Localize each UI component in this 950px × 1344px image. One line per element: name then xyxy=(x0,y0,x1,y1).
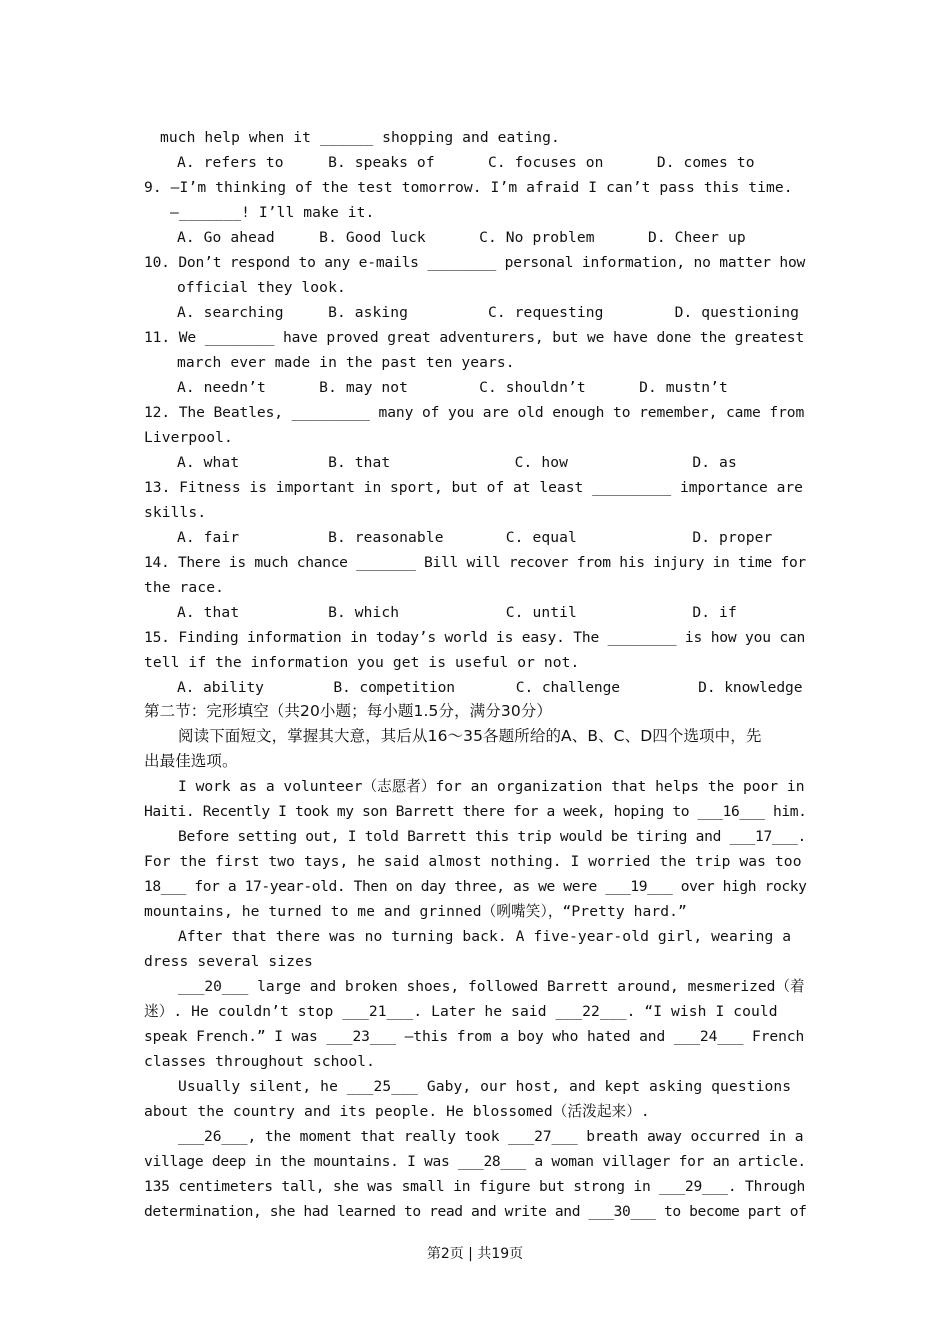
q11-options: A. needn’t B. may not C. shouldn’t D. mustn’t xyxy=(177,379,728,396)
passage-line: 18___ for a 17-year-old. Then on day three, as we were ___19___ over high rocky xyxy=(144,878,807,895)
passage-line: mountains, he turned to me and grinned（咧嘴笑），“Pretty hard.” xyxy=(144,903,687,920)
passage-line: Usually silent, he ___25___ Gaby, our host, and kept asking questions xyxy=(178,1078,792,1095)
passage-line: classes throughout school. xyxy=(144,1053,376,1070)
passage-line: determination, she had learned to read and write and ___30___ to become part of xyxy=(144,1203,807,1220)
q11-stem: 11. We ________ have proved great adventurers, but we have done the greatest xyxy=(144,329,805,346)
q13-options: A. fair B. reasonable C. equal D. proper xyxy=(177,529,773,546)
passage-line: about the country and its people. He blossomed（活泼起来）. xyxy=(144,1103,650,1120)
q11-stem-cont: march ever made in the past ten years. xyxy=(177,354,515,371)
passage-line: ___26___, the moment that really took ___27___ breath away occurred in a xyxy=(178,1128,804,1145)
q8-options: A. refers to B. speaks of C. focuses on D. comes to xyxy=(177,154,755,171)
q12-stem: 12. The Beatles, _________ many of you are old enough to remember, came from xyxy=(144,404,805,421)
q9-reply: —_______! I’ll make it. xyxy=(170,204,375,221)
passage-line: After that there was no turning back. A five-year-old girl, wearing a xyxy=(178,928,792,945)
q15-stem-cont: tell if the information you get is useful or not. xyxy=(144,654,580,671)
q14-stem-cont: the race. xyxy=(144,579,224,596)
q8-stem-end: much help when it ______ shopping and eating. xyxy=(160,129,560,146)
passage-line: 迷）. He couldn’t stop ___21___. Later he said ___22___. “I wish I could xyxy=(144,1003,778,1020)
section-heading: 第二节：完形填空（共20小题；每小题1.5分，满分30分） xyxy=(144,702,552,720)
passage-line: village deep in the mountains. I was ___28___ a woman villager for an article. xyxy=(144,1153,806,1170)
q13-stem-cont: skills. xyxy=(144,504,207,521)
q9-options: A. Go ahead B. Good luck C. No problem D. Cheer up xyxy=(177,229,746,246)
passage-line: 135 centimeters tall, she was small in figure but strong in ___29___. Through xyxy=(144,1178,806,1195)
passage-line: I work as a volunteer（志愿者）for an organization that helps the poor in xyxy=(178,778,805,795)
q15-stem: 15. Finding information in today’s world is easy. The ________ is how you can xyxy=(144,629,806,646)
q10-options: A. searching B. asking C. requesting D. questioning xyxy=(177,304,800,321)
q12-options: A. what B. that C. how D. as xyxy=(177,454,737,471)
section-instructions-cont: 出最佳选项。 xyxy=(144,752,238,770)
passage-line: speak French.” I was ___23___ —this from a boy who hated and ___24___ French xyxy=(144,1028,805,1045)
q10-stem-cont: official they look. xyxy=(177,279,346,296)
passage-line: For the first two tays, he said almost nothing. I worried the trip was too xyxy=(144,853,802,870)
section-instructions: 阅读下面短文，掌握其大意，其后从16～35各题所给的A、B、C、D四个选项中，先 xyxy=(178,727,762,745)
q13-stem: 13. Fitness is important in sport, but of at least _________ importance are xyxy=(144,479,803,496)
q15-options: A. ability B. competition C. challenge D. knowledge xyxy=(177,679,803,696)
q14-stem: 14. There is much chance _______ Bill will recover from his injury in time for xyxy=(144,554,806,571)
q9-stem: 9. —I’m thinking of the test tomorrow. I’m afraid I can’t pass this time. xyxy=(144,179,793,196)
passage-line: Before setting out, I told Barrett this trip would be tiring and ___17___. xyxy=(178,828,806,845)
page-footer: 第2页 | 共19页 xyxy=(426,1246,524,1262)
q10-stem: 10. Don’t respond to any e-mails ________ personal information, no matter how xyxy=(144,254,806,271)
passage-line: ___20___ large and broken shoes, followed Barrett around, mesmerized（着 xyxy=(178,978,805,995)
passage-line: Haiti. Recently I took my son Barrett there for a week, hoping to ___16___ him. xyxy=(144,803,807,820)
passage-line: dress several sizes xyxy=(144,953,313,970)
q12-stem-cont: Liverpool. xyxy=(144,429,233,446)
q14-options: A. that B. which C. until D. if xyxy=(177,604,737,621)
